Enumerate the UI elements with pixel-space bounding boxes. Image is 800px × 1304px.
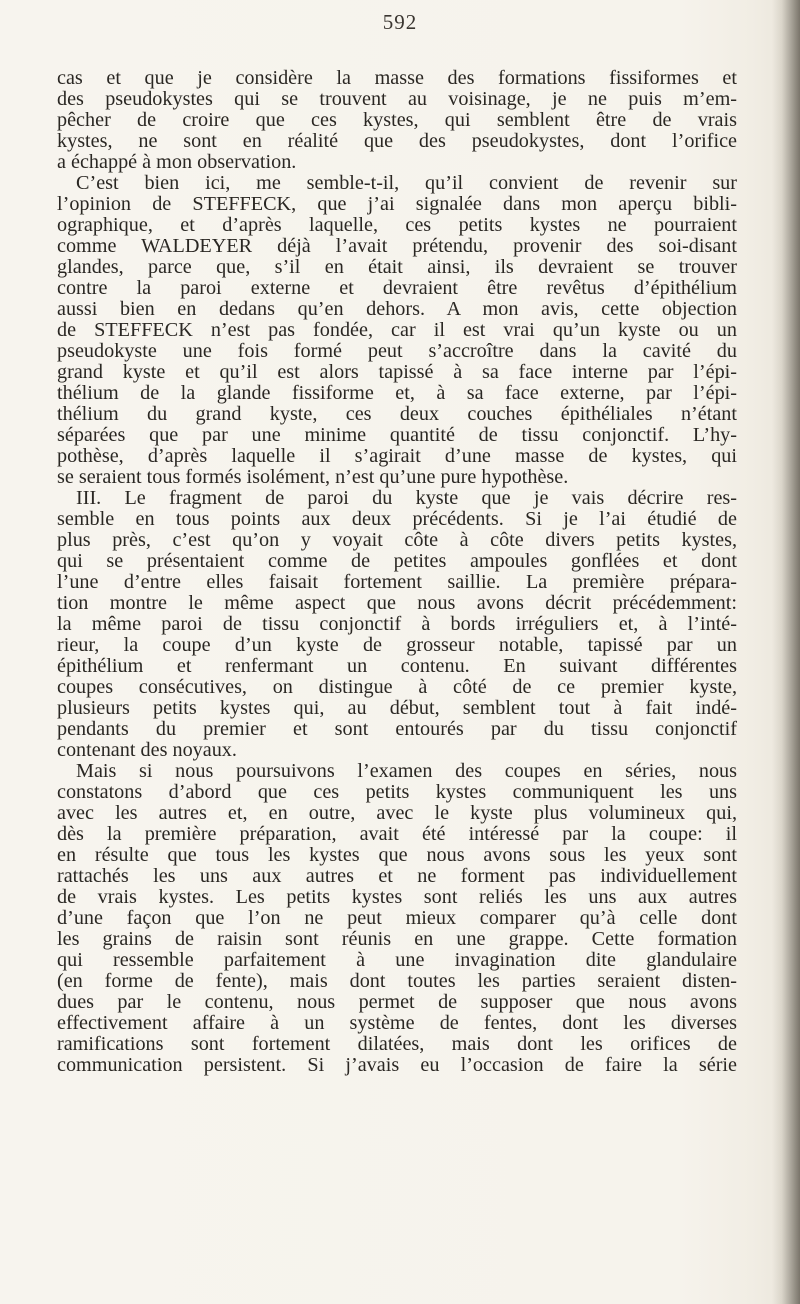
text-line: kystes, ne sont en réalité que des pseudokystes, dont l’orifice <box>57 130 737 152</box>
page-number: 592 <box>382 10 418 34</box>
text-line: C’est bien ici, me semble-t-il, qu’il convient de revenir sur <box>76 172 737 194</box>
binding-shadow <box>772 0 800 1304</box>
text-line: des pseudokystes qui se trouvent au voisinage, je ne puis m’em- <box>57 88 737 110</box>
text-line: d’une façon que l’on ne peut mieux comparer qu’à celle dont <box>57 907 737 929</box>
text-line: thélium de la glande fissiforme et, à sa face externe, par l’épi- <box>57 382 737 404</box>
text-line: communication persistent. Si j’avais eu l’occasion de faire la série <box>57 1054 737 1076</box>
text-line: comme WALDEYER déjà l’avait prétendu, provenir des soi-disant <box>57 235 737 257</box>
body-text <box>57 68 737 1076</box>
text-line: de STEFFECK n’est pas fondée, car il est vrai qu’un kyste ou un <box>57 319 737 341</box>
text-line: plus près, c’est qu’on y voyait côte à côte divers petits kystes, <box>57 529 737 551</box>
text-line: les grains de raisin sont réunis en une grappe. Cette formation <box>57 928 737 950</box>
text-line: pendants du premier et sont entourés par du tissu conjonctif <box>57 718 737 740</box>
text-line: pêcher de croire que ces kystes, qui semblent être de vrais <box>57 109 737 131</box>
text-line: avec les autres et, en outre, avec le kyste plus volumineux qui, <box>57 802 737 824</box>
text-line: séparées que par une minime quantité de tissu conjonctif. L’hy- <box>57 424 737 446</box>
text-line: (en forme de fente), mais dont toutes les parties seraient disten- <box>57 970 737 992</box>
text-line: effectivement affaire à un système de fentes, dont les diverses <box>57 1012 737 1034</box>
text-line: se seraient tous formés isolément, n’est qu’une pure hypothèse. <box>57 466 569 488</box>
text-line: aussi bien en dedans qu’en dehors. A mon avis, cette objection <box>57 298 737 320</box>
text-line: semble en tous points aux deux précédents. Si je l’ai étudié de <box>57 508 737 530</box>
text-line: la même paroi de tissu conjonctif à bords irréguliers et, à l’inté- <box>57 613 737 635</box>
text-line: thélium du grand kyste, ces deux couches épithéliales n’étant <box>57 403 737 425</box>
text-line: pseudokyste une fois formé peut s’accroître dans la cavité du <box>57 340 737 362</box>
text-line: glandes, parce que, s’il en était ainsi, ils devraient se trouver <box>57 256 737 278</box>
text-line: ographique, et d’après laquelle, ces petits kystes ne pourraient <box>57 214 737 236</box>
text-line: coupes consécutives, on distingue à côté de ce premier kyste, <box>57 676 737 698</box>
text-line: III. Le fragment de paroi du kyste que je vais décrire res- <box>76 487 737 509</box>
text-line: en résulte que tous les kystes que nous avons sous les yeux sont <box>57 844 737 866</box>
text-line: qui se présentaient comme de petites ampoules gonflées et dont <box>57 550 737 572</box>
text-line: Mais si nous poursuivons l’examen des coupes en séries, nous <box>76 760 737 782</box>
text-line: qui ressemble parfaitement à une invagination dite glandulaire <box>57 949 737 971</box>
text-line: ramifications sont fortement dilatées, mais dont les orifices de <box>57 1033 737 1055</box>
text-line: contre la paroi externe et devraient être revêtus d’épithélium <box>57 277 737 299</box>
text-line: grand kyste et qu’il est alors tapissé à sa face interne par l’épi- <box>57 361 737 383</box>
text-line: l’opinion de STEFFECK, que j’ai signalée dans mon aperçu bibli- <box>57 193 737 215</box>
text-line: contenant des noyaux. <box>57 739 237 761</box>
text-line: pothèse, d’après laquelle il s’agirait d’une masse de kystes, qui <box>57 445 737 467</box>
text-line: tion montre le même aspect que nous avons décrit précédemment: <box>57 592 737 614</box>
text-line: épithélium et renfermant un contenu. En suivant différentes <box>57 655 737 677</box>
text-line: dès la première préparation, avait été intéressé par la coupe: il <box>57 823 737 845</box>
text-line: rieur, la coupe d’un kyste de grosseur notable, tapissé par un <box>57 634 737 656</box>
text-line: dues par le contenu, nous permet de supposer que nous avons <box>57 991 737 1013</box>
text-line: rattachés les uns aux autres et ne forment pas individuellement <box>57 865 737 887</box>
text-line: plusieurs petits kystes qui, au début, semblent tout à fait indé- <box>57 697 737 719</box>
text-line: constatons d’abord que ces petits kystes communiquent les uns <box>57 781 737 803</box>
text-line: l’une d’entre elles faisait fortement saillie. La première prépara- <box>57 571 737 593</box>
text-line: de vrais kystes. Les petits kystes sont reliés les uns aux autres <box>57 886 737 908</box>
text-line: a échappé à mon observation. <box>57 151 297 173</box>
text-line: cas et que je considère la masse des formations fissiformes et <box>57 67 737 89</box>
